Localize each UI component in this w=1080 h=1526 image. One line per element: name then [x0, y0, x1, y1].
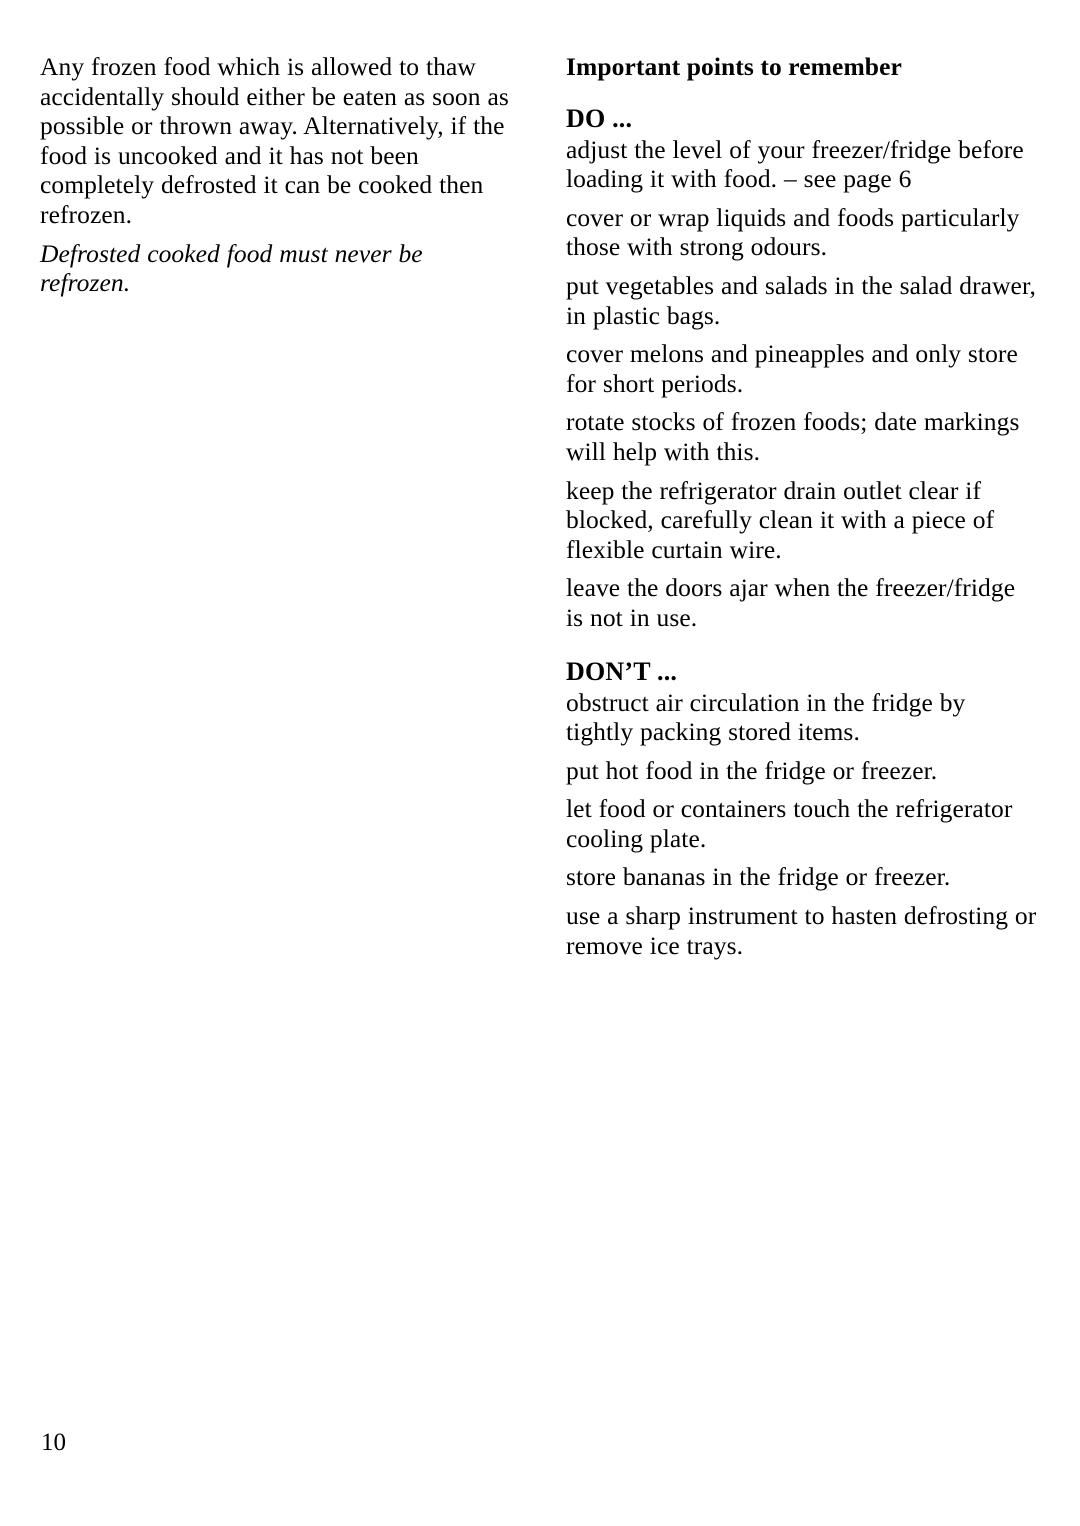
body-paragraph: Any frozen food which is allowed to thaw accidentally should either be eaten as soon as possible or thrown away. Alternatively, if the food is uncooked and it has not been completely defrosted it can be cooked then refrozen. — [40, 52, 509, 229]
do-item: leave the doors ajar when the freezer/fridge is not in use. — [566, 573, 1016, 632]
dont-item: obstruct air circulation in the fridge by tightly packing stored items. — [566, 687, 966, 747]
section-heading: Important points to remember — [566, 52, 902, 81]
do-item: rotate stocks of frozen foods; date markings will help with this. — [566, 407, 1020, 466]
do-item: put vegetables and salads in the salad drawer, in plastic bags. — [566, 270, 1036, 330]
do-item: keep the refrigerator drain outlet clear if blocked, carefully clean it with a piece of flexible curtain wire. — [566, 475, 995, 564]
right-column — [566, 52, 1038, 960]
left-column — [40, 52, 512, 307]
subheading-dont: DON’T ... — [566, 656, 678, 686]
body-paragraph-italic: Defrosted cooked food must never be refrozen. — [40, 238, 423, 298]
do-item: cover or wrap liquids and foods particularly those with strong odours. — [566, 202, 1020, 262]
dont-item: let food or containers touch the refrigerator cooling plate. — [566, 794, 1013, 853]
dont-item: put hot food in the fridge or freezer. — [566, 755, 938, 785]
two-column-body — [0, 52, 1080, 960]
subheading-do: DO ... — [566, 103, 633, 133]
do-item: cover melons and pineapples and only store for short periods. — [566, 339, 1018, 398]
page-number: 10 — [41, 1429, 66, 1456]
dont-item: store bananas in the fridge or freezer. — [566, 862, 951, 892]
dont-item: use a sharp instrument to hasten defrosting or remove ice trays. — [566, 901, 1037, 960]
do-item: adjust the level of your freezer/fridge before loading it with food. – see page 6 — [566, 134, 1024, 194]
